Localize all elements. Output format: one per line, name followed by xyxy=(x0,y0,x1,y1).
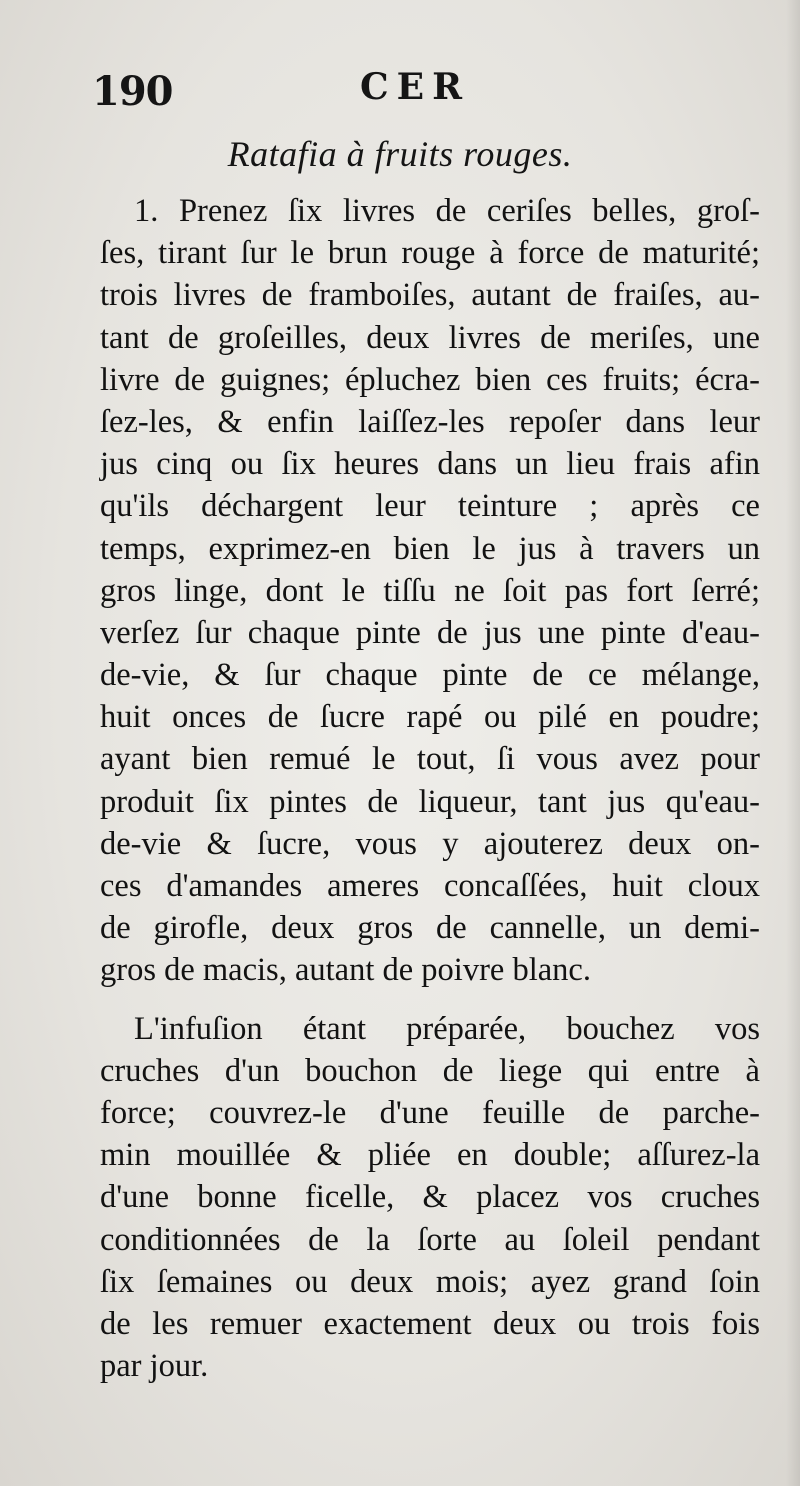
page-header xyxy=(92,62,752,115)
text-line: tant de groſeilles, deux livres de meriſes, une xyxy=(100,319,760,356)
text-line: de-vie & ſucre, vous y ajouterez deux on- xyxy=(100,825,760,862)
text-line: ces d'amandes ameres concaſſées, huit cloux xyxy=(100,868,760,904)
text-line: conditionnées de la ſorte au ſoleil pendant xyxy=(100,1221,760,1258)
text-line: trois livres de framboiſes, autant de fraiſes, au- xyxy=(100,277,760,314)
text-line: d'une bonne ficelle, & placez vos cruches xyxy=(100,1179,760,1216)
text-line: verſez ſur chaque pinte de jus une pinte d'eau- xyxy=(100,614,760,651)
text-line: jus cinq ou ſix heures dans un lieu frais afin xyxy=(100,446,760,483)
text-line: de-vie, & ſur chaque pinte de ce mélange, xyxy=(100,657,760,694)
text-line: de girofle, deux gros de cannelle, un demi- xyxy=(100,910,760,947)
body-text xyxy=(100,190,760,1387)
text-line: min mouillée & pliée en double; aſſurez-la xyxy=(100,1137,760,1174)
text-line: qu'ils déchargent leur teinture ; après ce xyxy=(100,488,760,525)
text-line: livre de guignes; épluchez bien ces fruits; écra- xyxy=(100,361,760,398)
paragraph-2 xyxy=(100,1008,760,1388)
text-line: produit ſix pintes de liqueur, tant jus qu'eau- xyxy=(100,783,760,820)
paragraph-1 xyxy=(100,190,760,992)
page-edge-shadow xyxy=(786,0,800,1486)
text-line: ſez-les, & enfin laiſſez-les repoſer dans leur xyxy=(100,403,760,440)
text-line: cruches d'un bouchon de liege qui entre à xyxy=(100,1052,760,1089)
text-line: force; couvrez-le d'une feuille de parche- xyxy=(100,1094,760,1131)
running-head: CER xyxy=(360,66,471,108)
text-line: ayant bien remué le tout, ſi vous avez pour xyxy=(100,741,760,778)
text-line: de les remuer exactement deux ou trois fois xyxy=(100,1305,760,1342)
text-line: temps, exprimez-en bien le jus à travers un xyxy=(100,530,760,567)
text-line: par jour. xyxy=(100,1348,209,1385)
text-line: gros de macis, autant de poivre blanc. xyxy=(100,952,591,989)
text-line: L'infuſion étant préparée, bouchez vos xyxy=(134,1010,760,1047)
recipe-title: Ratafia à fruits rouges. xyxy=(227,134,573,174)
text-line: ſix ſemaines ou deux mois; ayez grand ſoin xyxy=(100,1263,760,1300)
text-line: ſes, tirant ſur le brun rouge à force de maturité; xyxy=(100,235,760,272)
page-number: 190 xyxy=(92,68,173,115)
text-line: huit onces de ſucre rapé ou pilé en poudre; xyxy=(100,699,760,736)
text-line: 1. Prenez ſix livres de ceriſes belles, groſ- xyxy=(134,193,760,229)
text-line: gros linge, dont le tiſſu ne ſoit pas fort ſerré; xyxy=(100,572,760,609)
